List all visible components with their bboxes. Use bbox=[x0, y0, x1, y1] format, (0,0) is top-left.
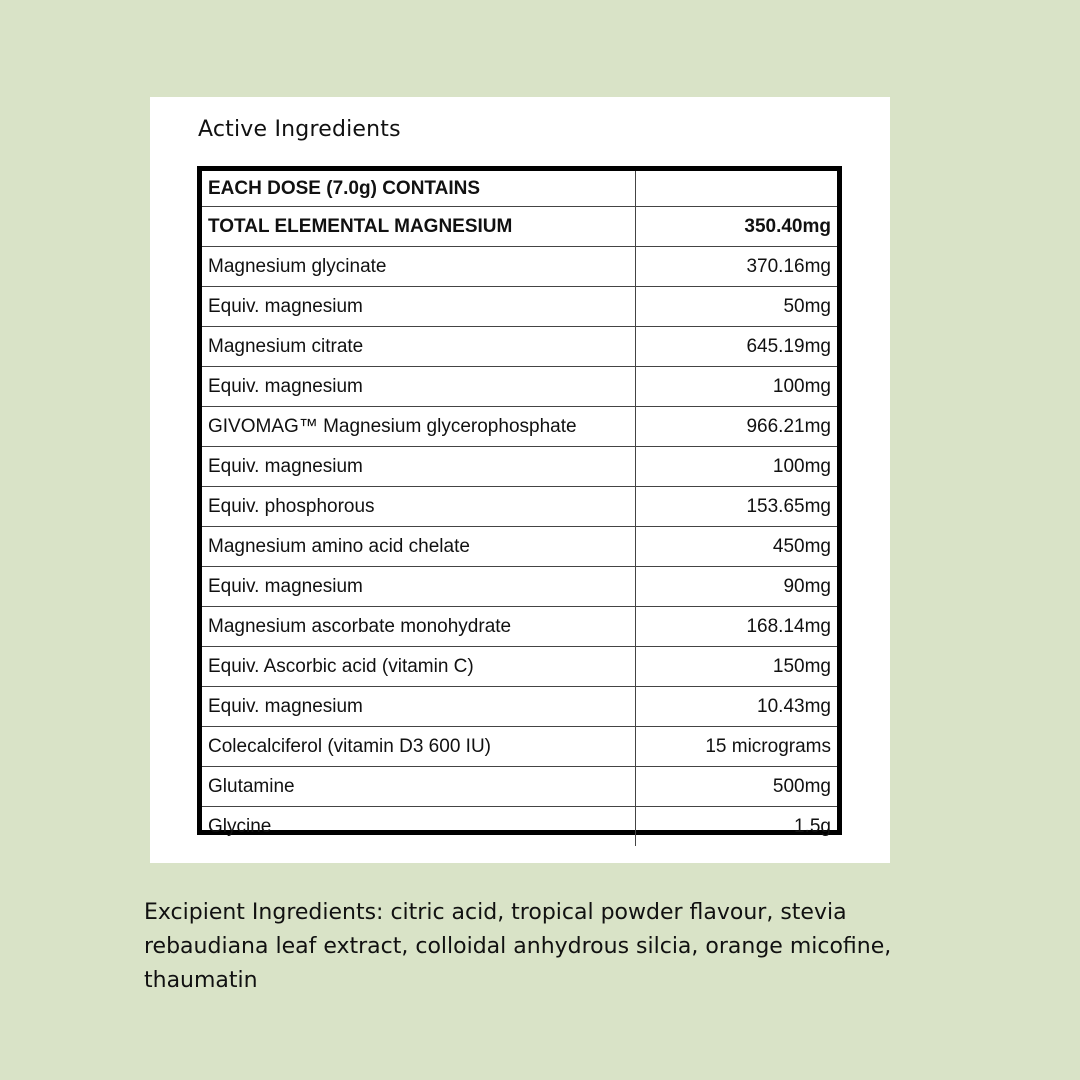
table-row bbox=[202, 567, 837, 607]
table-row bbox=[202, 807, 837, 847]
ingredient-amount: 500mg bbox=[635, 767, 837, 807]
table-row bbox=[202, 527, 837, 567]
ingredient-name: Equiv. magnesium bbox=[202, 367, 635, 407]
total-row bbox=[202, 207, 837, 247]
ingredient-amount: 966.21mg bbox=[635, 407, 837, 447]
ingredient-amount: 645.19mg bbox=[635, 327, 837, 367]
table-row bbox=[202, 407, 837, 447]
ingredient-name: Glycine bbox=[202, 807, 635, 847]
table-row bbox=[202, 487, 837, 527]
ingredient-name: Equiv. magnesium bbox=[202, 287, 635, 327]
ingredient-name: Magnesium amino acid chelate bbox=[202, 527, 635, 567]
excipient-ingredients-text: Excipient Ingredients: citric acid, tropical powder flavour, stevia rebaudiana leaf extract, colloidal anhydrous silcia, orange micofine, thaumatin bbox=[144, 900, 892, 993]
ingredient-name: GIVOMAG™ Magnesium glycerophosphate bbox=[202, 407, 635, 447]
ingredient-amount: 15 micrograms bbox=[635, 727, 837, 767]
ingredients-table bbox=[202, 171, 837, 846]
ingredient-amount: 168.14mg bbox=[635, 607, 837, 647]
table-row bbox=[202, 687, 837, 727]
table-row bbox=[202, 607, 837, 647]
total-label: TOTAL ELEMENTAL MAGNESIUM bbox=[202, 207, 635, 247]
ingredient-name: Equiv. phosphorous bbox=[202, 487, 635, 527]
ingredient-name: Magnesium ascorbate monohydrate bbox=[202, 607, 635, 647]
ingredient-name: Equiv. magnesium bbox=[202, 447, 635, 487]
ingredient-amount: 450mg bbox=[635, 527, 837, 567]
ingredient-name: Equiv. magnesium bbox=[202, 567, 635, 607]
table-row bbox=[202, 727, 837, 767]
total-value: 350.40mg bbox=[635, 207, 837, 247]
table-row bbox=[202, 327, 837, 367]
ingredient-name: Magnesium citrate bbox=[202, 327, 635, 367]
table-row bbox=[202, 767, 837, 807]
ingredient-name: Equiv. magnesium bbox=[202, 687, 635, 727]
ingredient-amount: 100mg bbox=[635, 447, 837, 487]
ingredient-amount: 50mg bbox=[635, 287, 837, 327]
ingredient-name: Equiv. Ascorbic acid (vitamin C) bbox=[202, 647, 635, 687]
card-title: Active Ingredients bbox=[198, 117, 401, 142]
ingredient-name: Colecalciferol (vitamin D3 600 IU) bbox=[202, 727, 635, 767]
ingredient-amount: 10.43mg bbox=[635, 687, 837, 727]
ingredient-amount: 100mg bbox=[635, 367, 837, 407]
header-label: EACH DOSE (7.0g) CONTAINS bbox=[202, 171, 635, 207]
table-row bbox=[202, 647, 837, 687]
table-row bbox=[202, 367, 837, 407]
ingredient-amount: 1.5g bbox=[635, 807, 837, 847]
table-row bbox=[202, 287, 837, 327]
table-row bbox=[202, 447, 837, 487]
table-header-row bbox=[202, 171, 837, 207]
ingredient-amount: 90mg bbox=[635, 567, 837, 607]
ingredient-name: Glutamine bbox=[202, 767, 635, 807]
header-value bbox=[635, 171, 837, 207]
ingredient-name: Magnesium glycinate bbox=[202, 247, 635, 287]
ingredients-table-frame bbox=[197, 166, 842, 835]
ingredient-amount: 153.65mg bbox=[635, 487, 837, 527]
ingredients-card bbox=[150, 97, 890, 863]
ingredient-amount: 370.16mg bbox=[635, 247, 837, 287]
ingredient-amount: 150mg bbox=[635, 647, 837, 687]
table-row bbox=[202, 247, 837, 287]
